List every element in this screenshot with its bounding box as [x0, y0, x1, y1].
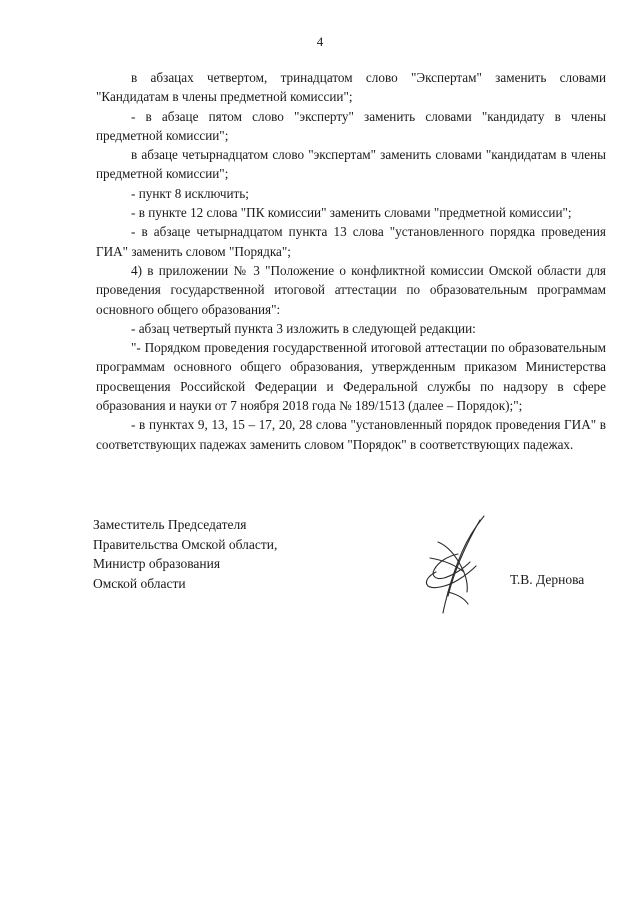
paragraph: "- Порядком проведения государственной итоговой аттестации по образовательным программам основного общего образования, утвержденным приказом Министерства просвещения Российской Федерации и Федеральной службы по надзору в сфере образования и науки от 7 ноября 2018 года № 189/1513 (далее – Порядок);"; [96, 340, 606, 414]
signature-block [93, 515, 277, 593]
handwritten-signature-icon [418, 512, 494, 616]
signer-title-line: Министр образования [93, 556, 221, 571]
paragraph: - в абзаце пятом слово "эксперту" заменить словами "кандидату в члены предметной комиссии"; [96, 108, 606, 143]
paragraph: 4) в приложении № 3 "Положение о конфликтной комиссии Омской области для проведения государственной итоговой аттестации по образовательным программам основного общего образования": [96, 262, 606, 317]
document-body [96, 68, 606, 454]
paragraph: в абзацах четвертом, тринадцатом слово "Экспертам" заменить словами "Кандидатам в члены предметной комиссии"; [96, 70, 606, 105]
paragraph: - пункт 8 исключить; [131, 185, 249, 201]
signer-title-line: Заместитель Председателя [93, 517, 247, 532]
signer-name: Т.В. Дернова [510, 572, 585, 587]
paragraph: - в пунктах 9, 13, 15 – 17, 20, 28 слова "установленный порядок проведения ГИА" в соответствующих падежах заменить словом "Порядок" в соответствующих падежах. [96, 417, 606, 452]
paragraph: в абзаце четырнадцатом слово "экспертам" заменить словами "кандидатам в члены предметной комиссии"; [96, 147, 606, 182]
paragraph: - в абзаце четырнадцатом пункта 13 слова "установленного порядка проведения ГИА" заменить словом "Порядка"; [96, 224, 606, 259]
signer-title-line: Омской области [93, 575, 186, 591]
paragraph: - в пункте 12 слова "ПК комиссии" заменить словами "предметной комиссии"; [131, 205, 572, 221]
signer-title-line: Правительства Омской области, [93, 536, 278, 552]
page-number: 4 [316, 34, 324, 49]
paragraph: - абзац четвертый пункта 3 изложить в следующей редакции: [131, 320, 476, 336]
